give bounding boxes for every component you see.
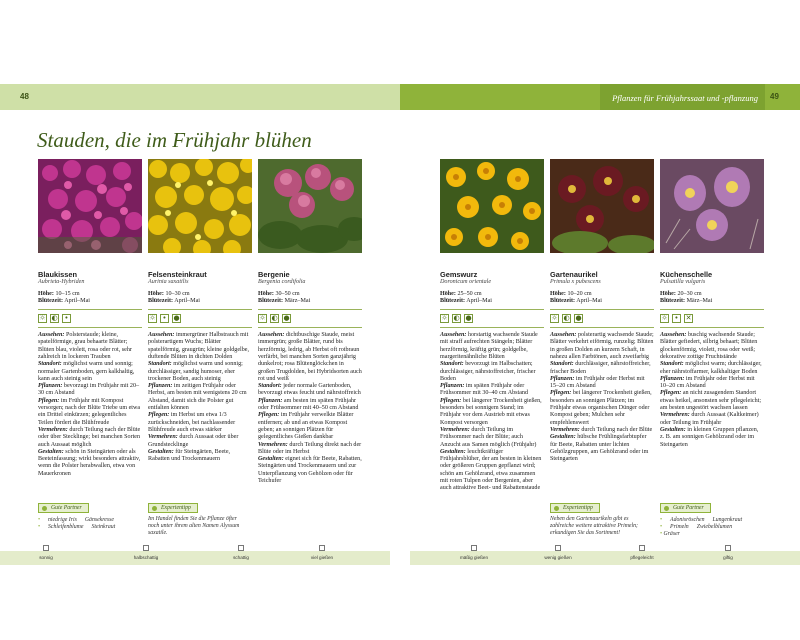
half-shade-icon: ◐ <box>51 314 58 323</box>
divider <box>440 327 544 328</box>
care-icons <box>148 314 252 323</box>
photo-bergenie <box>258 159 362 253</box>
plant-name: Küchenschelle <box>660 270 713 279</box>
plant-description: Aussehen: Polsterstaude; kleine, spatelförmige, grau behaarte Blätter; Blüten blau, violett, rosa oder rot, sehr zahlreich in lockeren Trauben Standort: möglichst warm und sonnig; normaler Gartenboden, gern kalkhaltig, kann auch steinig sein Pflanzen: bevorzugt im Frühjahr mit 20–30 cm Abstand Pflegen: im Frühjahr mit Kompost versorgen; nach der Blüte Triebe um etwa ein Drittel einkürzen; gelegentliches Teilen fördert die Blühfreude Vermehren: durch Teilung nach der Blüte oder über Stecklinge; bei manchen Sorten auch Aussaat möglich Gestalten: schön in Steingärten oder als Beeteinfassung; wirkt besonders attraktiv, wenn die Polster herabwallen, etwa von Mauerkronen <box>38 332 141 477</box>
toxic-icon: ✕ <box>685 314 692 323</box>
plant-height: Höhe: 10–20 cm <box>550 290 592 297</box>
plant-column <box>440 270 544 493</box>
dry-soil-icon: • <box>672 314 681 323</box>
partner-list <box>660 517 760 539</box>
partner-title: Gute Partner <box>38 503 89 513</box>
care-icons <box>38 314 142 323</box>
moist-soil-icon: ● <box>465 314 472 323</box>
plant-latin-name: Pulsatilla vulgaris <box>660 279 706 285</box>
expert-tip-title: Expertentipp <box>148 503 198 513</box>
expert-tip-box-right <box>550 496 650 537</box>
plant-column <box>660 270 764 449</box>
moist-soil-icon: ● <box>283 314 290 323</box>
legend-water-moderate: mäßig gießen <box>444 545 504 557</box>
page-number-right: 49 <box>770 92 779 101</box>
half-shade-icon: ◐ <box>453 314 460 323</box>
photo-blaukissen <box>38 159 142 253</box>
dry-soil-icon: • <box>62 314 71 323</box>
care-icons <box>440 314 544 323</box>
plant-latin-name: Doronicum orientale <box>440 279 492 285</box>
plant-latin-name: Bergenia cordifolia <box>258 279 306 285</box>
sun-icon: ☼ <box>551 314 558 323</box>
plant-height: Höhe: 20–30 cm <box>660 290 702 297</box>
sun-icon: ☼ <box>259 314 266 323</box>
plant-name: Gemswurz <box>440 270 478 279</box>
divider <box>38 327 142 328</box>
expert-tip-text: Im Handel finden Sie die Pflanze öfter noch unter ihrem alten Namen Alyssum saxatile. <box>148 516 240 536</box>
care-icons <box>550 314 654 323</box>
plant-bloom-time: Blütezeit: April–Mai <box>440 297 492 304</box>
plant-description: Aussehen: polsterartig wachsende Staude; Blätter verkehrt eiförmig, runzelig; Blüten in großen Dolden an kurzem Schaft, in nahezu allen Farbtönen, auch zweifarbig Standort: durchlässiger, nährstoffreicher, frischer Boden Pflanzen: im Frühjahr oder Herbst mit 15–20 cm Abstand Pflegen: bei längerer Trockenheit gießen, besonders an sonnigen Plätzen; im Frühjahr etwas organischen Dünger oder Kompost geben; Mulchen sehr empfehlenswert Vermehren: durch Teilung nach der Blüte Gestalten: hübsche Frühlingsfarbtupfer für Beete, Rabatten unter lichten Gehölzgruppen, am Gehölzrand oder im Steingarten <box>550 332 654 463</box>
list-item: • Adonisröschen Lungenkraut <box>660 517 760 524</box>
divider <box>660 327 764 328</box>
legend-sunny: sonnig <box>16 545 76 557</box>
header-bar-left <box>0 84 400 110</box>
page-number-left: 48 <box>20 92 29 101</box>
easy-care-icon <box>639 545 645 551</box>
moist-soil-icon: ● <box>575 314 582 323</box>
plant-description: Aussehen: dichtbuschige Staude, meist immergrün; große Blätter, rund bis herzförmig, ledrig, ab Herbst oft rotbraun verfärbt, bei manchen Sorten ganzjährig dunkelrot; rosa Blütenglöckchen in großen Trugdolden, bei Hybridsorten auch rot und weiß Standort: jeder normale Gartenboden, bevorzugt etwas feucht und nährstoffreich Pflanzen: am besten im späten Frühjahr oder Frühsommer mit 40–50 cm Abstand Pflegen: im Frühjahr verwelkte Blätter entfernen; ab und an etwas Kompost geben; an sonnigen Plätzen für gelegentliches Gießen dankbar Vermehren: durch Teilung direkt nach der Blüte oder im Herbst Gestalten: eignet sich für Beete, Rabatten, Steingärten und Trockenmauern und zur Unterpflanzung von Gehölzen oder für Teichufer <box>258 332 362 485</box>
photo-gemswurz <box>440 159 544 253</box>
sun-icon: ☼ <box>441 314 448 323</box>
plant-column <box>148 270 252 463</box>
divider <box>258 309 362 310</box>
plant-column <box>38 270 142 478</box>
sun-icon: ☼ <box>149 314 156 323</box>
plant-latin-name: Aubrieta-Hybriden <box>38 279 85 285</box>
legend-half-shade: halbschattig <box>116 545 176 557</box>
plant-latin-name: Aurinia saxatilis <box>148 279 189 285</box>
dry-soil-icon: • <box>160 314 169 323</box>
photo-felsensteinkraut <box>148 159 252 253</box>
sun-icon <box>43 545 49 551</box>
toxic-icon <box>725 545 731 551</box>
plant-description: Aussehen: buschig wachsende Staude; Blätter gefiedert, silbrig behaart; Blüten glockenförmig, violett, rosa oder weiß; dekorative zottige Fruchtstände Standort: möglichst warm; durchlässiger, eher nährstoffarmer, kalkhaltiger Boden Pflanzen: im Frühjahr oder Herbst mit 10–20 cm Abstand Pflegen: an nicht zusagendem Standort etwas heikel, ansonsten sehr pflegeleicht; am besten ungestört wachsen lassen Vermehren: durch Aussaat (Kaltkeimer) oder Teilung im Frühjahr Gestalten: in kleinen Gruppen pflanzen, z. B. am sonnigen Gehölzrand oder im Steingarten <box>660 332 762 448</box>
legend-shade: schattig <box>211 545 271 557</box>
plant-height: Höhe: 10–30 cm <box>148 290 190 297</box>
partner-box-left <box>38 496 138 531</box>
divider <box>148 309 252 310</box>
plant-height: Höhe: 25–50 cm <box>440 290 482 297</box>
water-little-icon <box>555 545 561 551</box>
section-title: Pflanzen für Frühjahrssaat und -pflanzung <box>612 93 758 103</box>
divider <box>148 327 252 328</box>
half-shade-icon <box>143 545 149 551</box>
list-item: • Gräser <box>660 531 760 538</box>
partner-title: Gute Partner <box>660 503 711 513</box>
plant-bloom-time: Blütezeit: März–Mai <box>258 297 311 304</box>
plant-name: Felsensteinkraut <box>148 270 207 279</box>
sun-icon: ☼ <box>661 314 668 323</box>
plant-bloom-time: Blütezeit: April–Mai <box>148 297 200 304</box>
legend-water-much: viel gießen <box>292 545 352 557</box>
divider <box>550 327 654 328</box>
divider <box>38 309 142 310</box>
plant-height: Höhe: 30–50 cm <box>258 290 300 297</box>
plant-bloom-time: Blütezeit: April–Mai <box>38 297 90 304</box>
divider <box>660 309 764 310</box>
plant-name: Gartenaurikel <box>550 270 598 279</box>
photo-gartenaurikel <box>550 159 654 253</box>
shade-icon <box>238 545 244 551</box>
plant-column <box>550 270 654 463</box>
moist-soil-icon: ● <box>173 314 180 323</box>
plant-bloom-time: Blütezeit: April–Mai <box>550 297 602 304</box>
plant-description: Aussehen: horstartig wachsende Staude mit straff aufrechten Stängeln; Blätter herzförmig, kräftig grün; goldgelbe, margeritenähnliche Blüten Standort: bevorzugt im Halbschatten; durchlässiger, nährstoffreicher, frischer Boden Pflanzen: im späten Frühjahr oder Frühsommer mit 30–40 cm Abstand Pflegen: bei längerer Trockenheit gießen, besonders bei sonnigem Stand; im Frühjahr vor dem Austrieb mit etwas Kompost versorgen Vermehren: durch Teilung im Frühsommer nach der Blüte; auch Anzucht aus Samen möglich (Frühjahr) Gestalten: leuchtkräftiger Frühjahrsblüher, der am besten in kleinen oder größeren Gruppen gepflanzt wird; schön am Gehölzrand, etwa zusammen mit roten Tulpen oder Bergenien, aber auch attraktive Beet- und Rabattenstaude <box>440 332 542 492</box>
page-heading: Stauden, die im Frühjahr blühen <box>37 128 312 152</box>
care-icons <box>660 314 764 323</box>
divider <box>258 327 362 328</box>
plant-name: Blaukissen <box>38 270 78 279</box>
half-shade-icon: ◐ <box>271 314 278 323</box>
plant-height: Höhe: 10–15 cm <box>38 290 80 297</box>
plant-latin-name: Primula x pubescens <box>550 279 601 285</box>
expert-tip-text: Neben den Gartenaurikeln gibt es zahlreiche weitere attraktive Primeln; erkundigen Sie das Sortiment! <box>550 516 638 536</box>
legend-easy-care: pflegeleicht <box>612 545 672 557</box>
list-item: • niedrige Iris Gänsekresse <box>38 517 138 524</box>
legend-toxic: giftig <box>698 545 758 557</box>
plant-column <box>258 270 362 485</box>
plant-bloom-time: Blütezeit: März–Mai <box>660 297 713 304</box>
legend-water-little: wenig gießen <box>528 545 588 557</box>
water-much-icon <box>319 545 325 551</box>
photo-kuechenschelle <box>660 159 764 253</box>
divider <box>440 309 544 310</box>
list-item: • Primeln Zwiebelblumen <box>660 524 760 531</box>
half-shade-icon: ◐ <box>563 314 570 323</box>
care-icons <box>258 314 362 323</box>
plant-description: Aussehen: immergrüner Halbstrauch mit polsterartigem Wuchs; Blätter spatelförmig, graugrün; kleine goldgelbe, duftende Blüten in dichten Dolden Standort: möglichst warm und sonnig; durchlässiger, sandig humoser, eher trockener Boden, auch steinig Pflanzen: im zeitigen Frühjahr oder Herbst, am besten mit wenigstens 20 cm Abstand, damit sich die Polster gut entfalten können Pflegen: im Herbst um etwa 1/3 zurückschneiden, bei nachlassender Blühfreude auch etwas stärker Vermehren: durch Aussaat oder über Grundstecklinge Gestalten: für Steingärten, Beete, Rabatten und Trockenmauern <box>148 332 250 463</box>
divider <box>550 309 654 310</box>
water-moderate-icon <box>471 545 477 551</box>
partner-box-right <box>660 496 760 539</box>
plant-name: Bergenie <box>258 270 290 279</box>
expert-tip-title: Expertentipp <box>550 503 600 513</box>
sun-icon: ☼ <box>39 314 46 323</box>
expert-tip-box-left <box>148 496 248 537</box>
list-item: • Schleifenblume Steinkraut <box>38 524 138 531</box>
partner-list <box>38 517 138 531</box>
